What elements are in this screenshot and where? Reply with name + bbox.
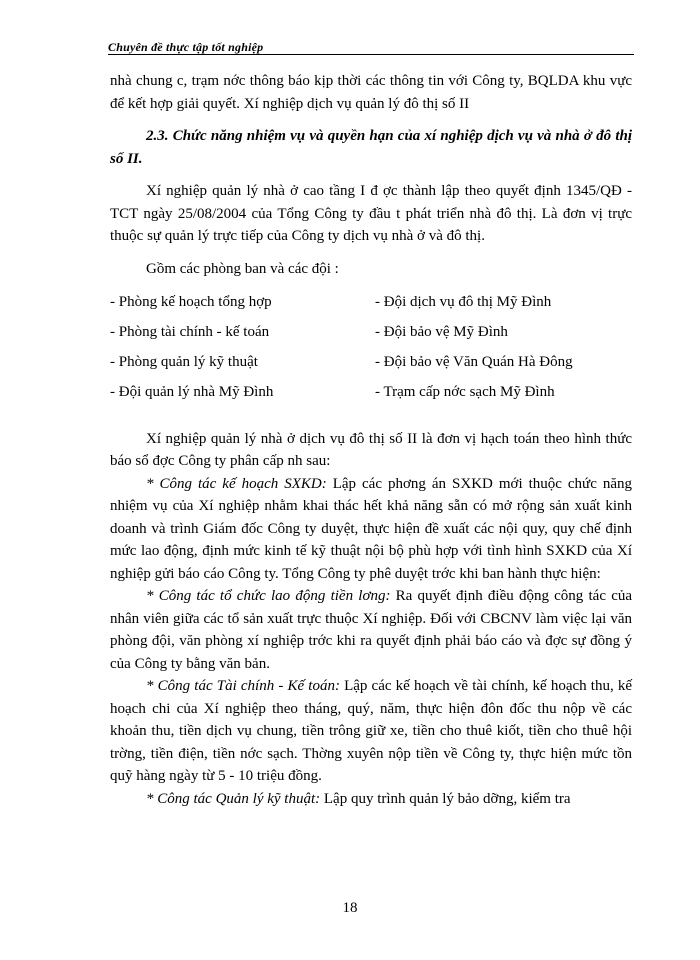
unit-item: - Đội bảo vệ Văn Quán Hà Đông bbox=[375, 354, 573, 370]
duty-label: * Công tác Tài chính - Kế toán: bbox=[146, 678, 340, 694]
unit-item: - Phòng quản lý kỹ thuật bbox=[110, 354, 258, 370]
duty-label: * Công tác Quản lý kỹ thuật: bbox=[146, 790, 321, 807]
duty-text: Lập quy trình quản lý bảo dỡng, kiểm tra bbox=[320, 790, 571, 807]
unit-item: - Phòng kế hoạch tổng hợp bbox=[110, 294, 272, 310]
page-content bbox=[110, 70, 632, 810]
section-paragraph-1: Xí nghiệp quản lý nhà ở cao tầng I đ ợc thành lập theo quyết định 1345/QĐ -TCT ngày 25/08/2004 của Tổng Công ty đầu t phát triển nhà đô thị. Là đơn vị trực thuộc sự quản lý trực tiếp của Công ty dịch vụ nhà ở và đô thị. bbox=[110, 183, 632, 244]
duty-item-planning bbox=[110, 473, 632, 586]
body-paragraph-3: Xí nghiệp quản lý nhà ở dịch vụ đô thị số II là đơn vị hạch toán theo hình thức báo sổ đợc Công ty phân cấp nh sau: bbox=[110, 430, 632, 469]
section-heading: 2.3. Chức năng nhiệm vụ và quyền hạn của xí nghiệp dịch vụ và nhà ở đô thị số II. bbox=[110, 128, 632, 167]
duty-text: Ra quyết định điều động công tác của nhân viên giữa các tổ sản xuất trực thuộc Xí nghiệp. Đối với CBCNV làm việc lại văn phòng đội, văn phòng xí nghiệp trớc khi ra quyết định phải báo cáo và đợc sự đồng ý của Công ty bằng văn bản. bbox=[110, 588, 633, 672]
header-title: Chuyên đề thực tập tốt nghiệp bbox=[108, 40, 264, 54]
duty-text: Lập các kế hoạch về tài chính, kế hoạch thu, kế hoạch chi của Xí nghiệp theo tháng, quý, năm, thực hiện đôn đốc thu nộp về các khoản thu, tiền dịch vụ chung, tiền trông giữ xe, tiền cho thuê kiốt, tiền cho thuê hội trờng, tiền điện, tiền nớc sạch. Thờng xuyên nộp tiền về Công ty, thực hiện mức tồn quỹ hàng ngày từ 5 - 10 triệu đồng. bbox=[110, 678, 632, 784]
header-rule bbox=[108, 54, 634, 55]
intro-paragraph: nhà chung c, trạm nớc thông báo kịp thời các thông tin với Công ty, BQLDA khu vực để kết hợp giải quyết. Xí nghiệp dịch vụ quản lý đô thị số II bbox=[110, 73, 632, 112]
unit-item: - Đội dịch vụ đô thị Mỹ Đình bbox=[375, 294, 552, 310]
unit-item: - Phòng tài chính - kế toán bbox=[110, 324, 270, 340]
unit-item: - Đội quản lý nhà Mỹ Đình bbox=[110, 384, 274, 400]
duty-label: * Công tác tổ chức lao động tiền lơng: bbox=[146, 588, 391, 604]
duty-item-technical bbox=[110, 788, 632, 811]
unit-item: - Trạm cấp nớc sạch Mỹ Đình bbox=[375, 384, 555, 400]
duty-text: Lập các phơng án SXKD mới thuộc chức năng nhiệm vụ của Xí nghiệp nhằm khai thác hết khả năng sẵn có mở rộng sản xuất kinh doanh và trình Giám đốc Công ty duyệt, thực hiện đề xuất các nội quy, quy chế định mức lao động, định mức kinh tế kỹ thuật nội bộ phù hợp với tình hình SXKD của Xí nghiệp gửi báo cáo Công ty. Tổng Công ty phê duyệt trớc khi ban hành thực hiện: bbox=[110, 475, 632, 582]
page-number: 18 bbox=[342, 900, 358, 916]
duty-label: * Công tác kế hoạch SXKD: bbox=[146, 475, 327, 492]
units-list bbox=[110, 291, 632, 404]
section-paragraph-2: Gồm các phòng ban và các đội : bbox=[146, 260, 339, 277]
duty-item-finance bbox=[110, 675, 632, 788]
duty-item-labor bbox=[110, 585, 632, 675]
unit-item: - Đội bảo vệ Mỹ Đình bbox=[375, 324, 508, 340]
